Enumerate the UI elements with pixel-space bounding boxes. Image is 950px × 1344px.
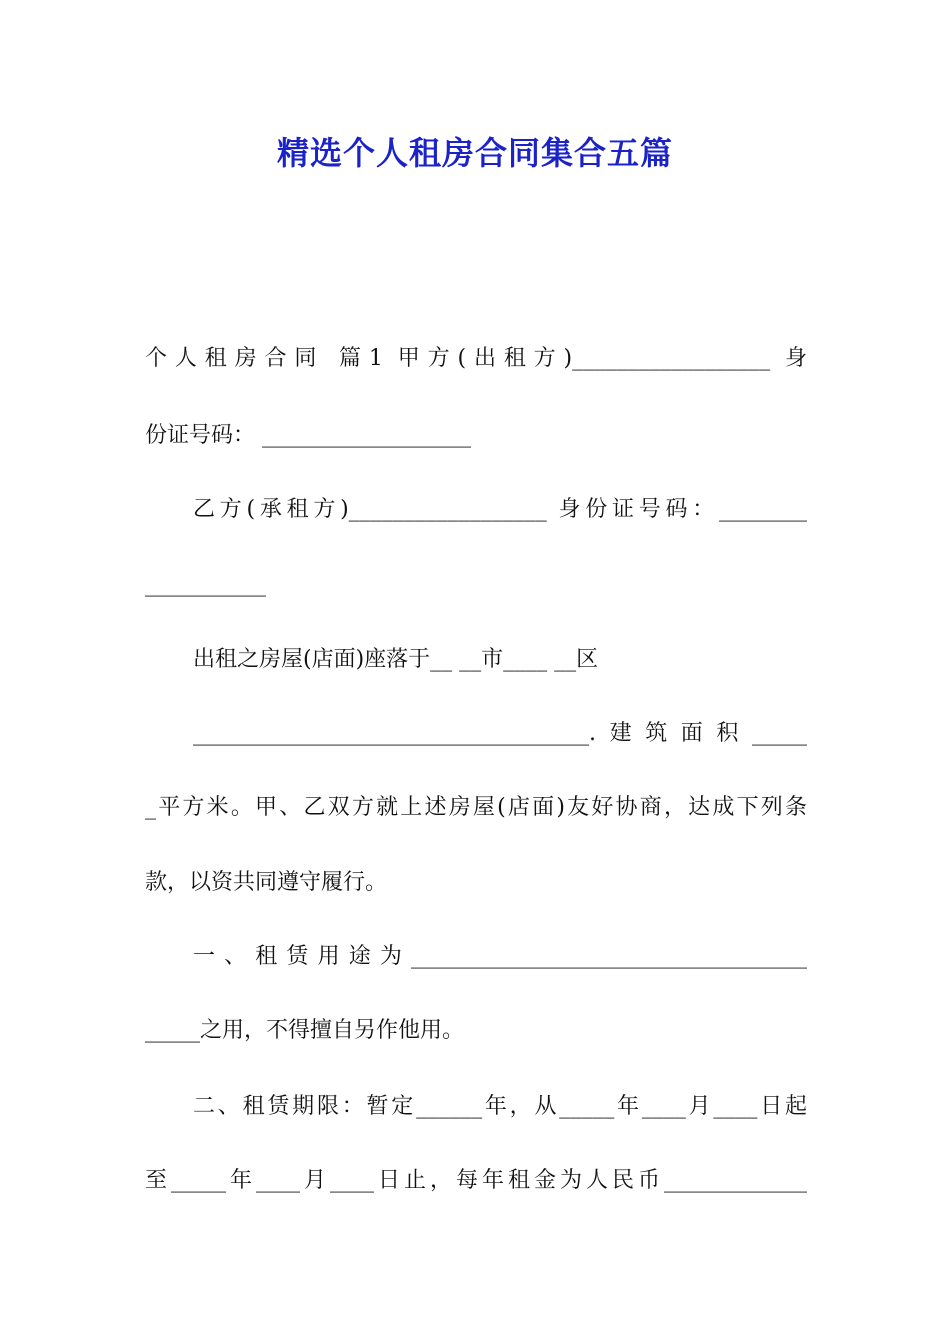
paragraph-line: 出租之房屋(店面)座落于__ __市____ __区 [193, 647, 599, 672]
paragraph-line: _____之用，不得擅自另作他用。 [145, 1018, 465, 1043]
paragraph-line: 至_____年____月____日止，每年租金为人民币_____________ [145, 1168, 807, 1193]
paragraph-line: 款，以资共同遵守履行。 [145, 870, 388, 895]
paragraph-line: _平方米。甲、乙双方就上述房屋(店面)友好协商，达成下列条 [145, 795, 807, 820]
paragraph-line: ____________________________________.建筑面积_____ [193, 721, 807, 746]
paragraph-line: 份证号码： ___________________ [145, 423, 471, 448]
paragraph-line: 二、租赁期限：暂定______年，从_____年____月____日起 [193, 1094, 807, 1119]
paragraph-line: 一、租赁用途为____________________________________ [193, 944, 807, 969]
paragraph-line: 乙方(承租方)__________________ 身份证号码：________ [193, 497, 807, 522]
paragraph-line: ___________ [145, 572, 266, 597]
paragraph-line: 个人租房合同 篇1 甲方(出租方)__________________ 身 [145, 346, 807, 371]
document-title: 精选个人租房合同集合五篇 [276, 134, 673, 172]
